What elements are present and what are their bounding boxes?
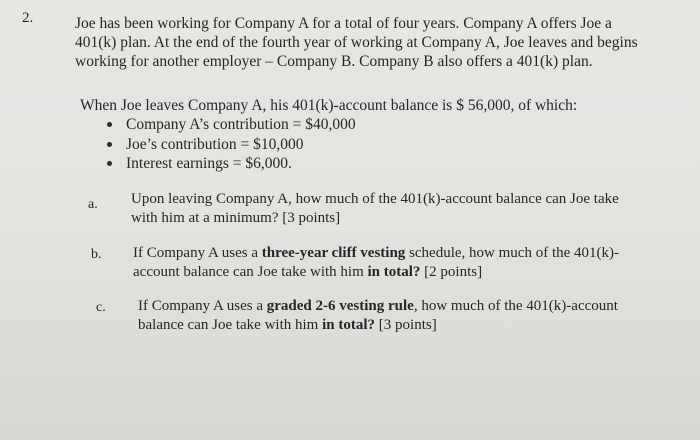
- balance-statement: When Joe leaves Company A, his 401(k)-account balance is $ 56,000, of which:: [80, 97, 578, 114]
- in-total-emphasis: in total?: [322, 317, 376, 333]
- part-c-letter: c.: [96, 300, 106, 315]
- part-a-text: Upon leaving Company A, how much of the 401(k)-account balance can Joe take with him at a minimum? [3 points]: [131, 191, 619, 226]
- bullet-dot-icon: [107, 122, 112, 127]
- in-total-emphasis: in total?: [367, 264, 421, 280]
- graded-vesting-emphasis: graded 2-6 vesting rule: [266, 298, 414, 314]
- intro-line-1: Joe has been working for Company A for a total of four years. Company A offers Joe a: [75, 15, 612, 32]
- part-c-text: If Company A uses a graded 2-6 vesting rule, how much of the 401(k)-account balance can Joe take with him in total? [3 points]: [138, 298, 618, 333]
- question-intro: [75, 14, 638, 71]
- bullet-dot-icon: [107, 142, 112, 147]
- bullet-dot-icon: [107, 161, 112, 166]
- bullet-interest-earnings: Interest earnings = $6,000.: [104, 154, 356, 174]
- part-b-letter: b.: [91, 247, 102, 262]
- question-number: 2.: [22, 10, 34, 26]
- intro-line-2: 401(k) plan. At the end of the fourth year of working at Company A, Joe leaves and begins: [75, 34, 638, 51]
- part-a-letter: a.: [88, 197, 98, 212]
- part-b-text: If Company A uses a three-year cliff vesting schedule, how much of the 401(k)- account balance can Joe take with him in total? [2 points]: [133, 245, 620, 280]
- three-year-cliff-vesting-emphasis: three-year cliff vesting: [261, 245, 406, 261]
- bullet-company-contribution: Company A’s contribution = $40,000: [104, 115, 356, 135]
- bullet-joe-contribution: Joe’s contribution = $10,000: [104, 135, 356, 155]
- balance-breakdown-list: [104, 115, 356, 174]
- intro-line-3: working for another employer – Company B. Company B also offers a 401(k) plan.: [75, 53, 593, 70]
